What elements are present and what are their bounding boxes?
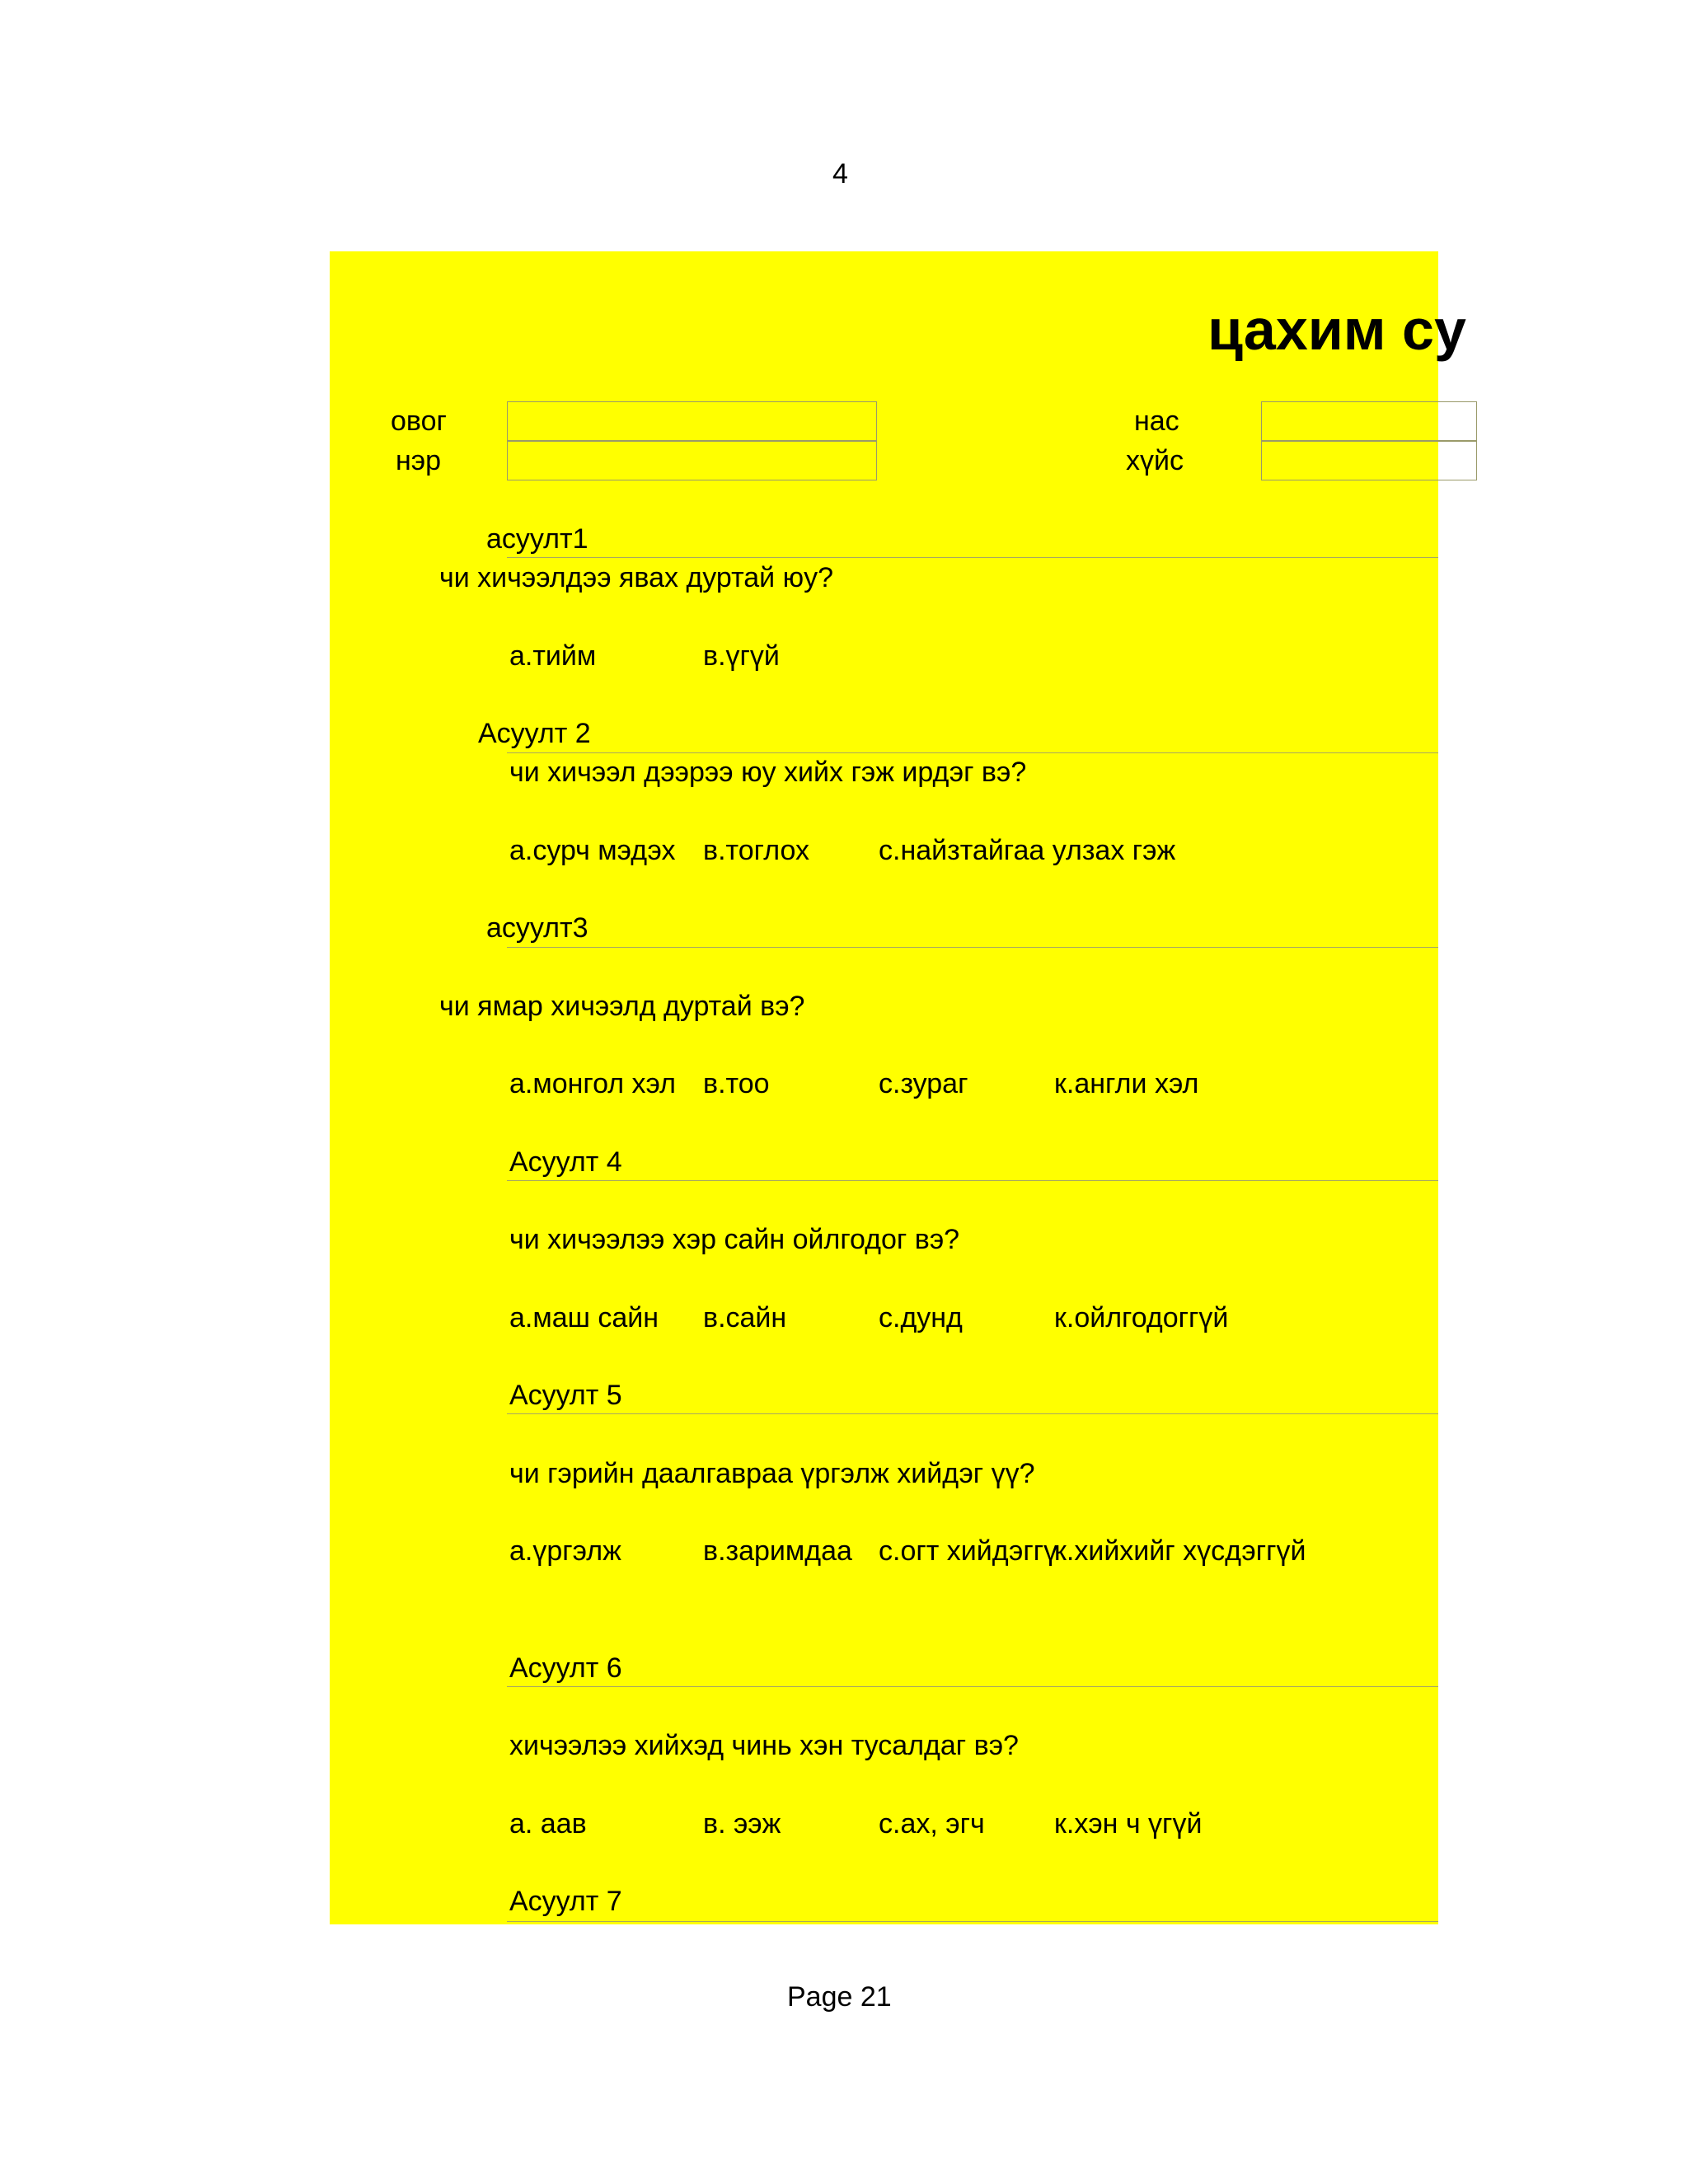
age-field[interactable] (1261, 401, 1477, 441)
gender-label: хүйс (1126, 445, 1184, 476)
question-3-option-b[interactable]: в.тоо (703, 1068, 770, 1099)
gender-field[interactable] (1261, 441, 1477, 480)
question-1-option-b[interactable]: в.үгүй (703, 640, 780, 672)
question-2-option-b[interactable]: в.тоглох (703, 835, 810, 866)
question-7-heading: Асуулт 7 (509, 1886, 622, 1917)
surname-label: овог (391, 405, 447, 437)
question-5-heading: Асуулт 5 (509, 1380, 622, 1411)
question-4-option-c[interactable]: с.дунд (879, 1302, 963, 1333)
question-3-text: чи ямар хичээлд дуртай вэ? (439, 991, 805, 1022)
question-2-text: чи хичээл дээрээ юу хийх гэж ирдэг вэ? (509, 757, 1027, 788)
question-7-divider (507, 1921, 1438, 1922)
name-label: нэр (396, 445, 442, 476)
question-2-divider (507, 752, 1438, 753)
question-2-option-a[interactable]: а.сурч мэдэх (509, 835, 676, 866)
question-4-heading: Асуулт 4 (509, 1146, 622, 1178)
question-6-text: хичээлээ хийхэд чинь хэн тусалдаг вэ? (509, 1730, 1019, 1761)
question-4-option-d[interactable]: к.ойлгодоггүй (1054, 1302, 1229, 1333)
question-4-divider (507, 1180, 1438, 1181)
question-1-option-a[interactable]: а.тийм (509, 640, 597, 672)
question-3-option-d[interactable]: к.англи хэл (1054, 1068, 1199, 1099)
question-5-option-c[interactable]: с.огт хийдэггү (879, 1535, 1058, 1567)
question-5-option-b[interactable]: в.заримдаа (703, 1535, 852, 1567)
question-5-option-d[interactable]: к.хийхийг хүсдэггүй (1054, 1535, 1306, 1567)
age-label: нас (1134, 405, 1179, 437)
question-5-divider (507, 1413, 1438, 1414)
question-6-option-a[interactable]: а. аав (509, 1808, 587, 1840)
question-1-heading: асуулт1 (486, 523, 588, 555)
question-1-divider (507, 557, 1438, 558)
question-3-heading: асуулт3 (486, 912, 588, 944)
question-3-option-a[interactable]: а.монгол хэл (509, 1068, 676, 1099)
question-3-option-c[interactable]: с.зураг (879, 1068, 968, 1099)
page-marker: 4 (832, 158, 848, 190)
question-4-option-a[interactable]: а.маш сайн (509, 1302, 659, 1333)
question-5-option-a[interactable]: а.үргэлж (509, 1535, 621, 1567)
question-6-option-c[interactable]: с.ах, эгч (879, 1808, 985, 1840)
question-6-divider (507, 1686, 1438, 1687)
question-2-option-c[interactable]: с.найзтайгаа улзах гэж (879, 835, 1176, 866)
survey-title: цахим су (1207, 298, 1466, 362)
surname-field[interactable] (507, 401, 877, 441)
question-6-option-b[interactable]: в. ээж (703, 1808, 781, 1840)
survey-sheet (330, 251, 1466, 1924)
name-field[interactable] (507, 441, 877, 480)
question-4-option-b[interactable]: в.сайн (703, 1302, 787, 1333)
question-6-heading: Асуулт 6 (509, 1652, 622, 1684)
question-4-text: чи хичээлээ хэр сайн ойлгодог вэ? (509, 1224, 960, 1255)
question-1-text: чи хичээлдээ явах дуртай юу? (439, 562, 834, 593)
question-5-text: чи гэрийн даалгавраа үргэлж хийдэг үү? (509, 1458, 1035, 1489)
question-6-option-d[interactable]: к.хэн ч үгүй (1054, 1808, 1203, 1840)
question-2-heading: Асуулт 2 (478, 718, 591, 749)
question-3-divider (507, 947, 1438, 948)
page-footer: Page 21 (787, 1981, 892, 2013)
